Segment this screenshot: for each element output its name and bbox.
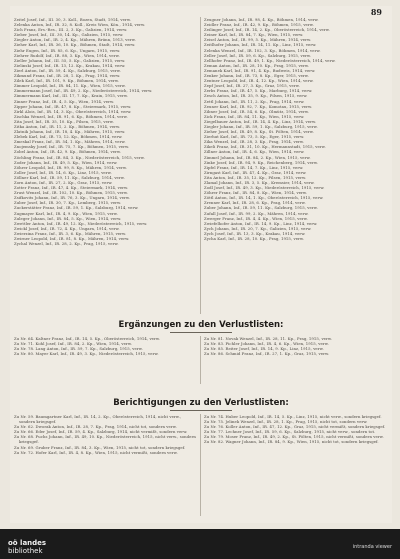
library-logo[interactable] bbox=[8, 539, 46, 555]
list-entry: Zinke Josef, Inf., IR. 94, 9. Kp., Reichenberg, 1914, verw. bbox=[204, 159, 319, 165]
list-entry: Zu Nr. 77. Lechner Josef, Inf., IR. 59, 6. Kp., Salzburg, 1915, nicht verw., sondern tot. bbox=[204, 429, 376, 435]
additions-left-column bbox=[14, 336, 196, 384]
list-entry: Zöhrer Franz, Inf., IR. 84, 8. Kp., Wien, 1914, verw. bbox=[204, 190, 308, 196]
list-entry: Zu Nr. 81. Novak Wenzel, Inf., IR. 28, 11. Kp., Prag, 1915, verw. bbox=[204, 336, 333, 341]
list-entry: Zu Nr. 62. Dworak Anton, Inf., IR. 28, 7. Kp., Prag, 1914, nicht tot, sondern verw. bbox=[14, 424, 177, 430]
list-entry: Zu Nr. 74. Huber Leopold, Inf., IR. 14, 5. Kp., Linz, 1915, nicht verw., sondern kriegsgef. bbox=[204, 414, 382, 419]
list-entry: Ziegler Johann, Inf., IR. 59, 1. Kp., Salzburg, 1915, verw. bbox=[204, 123, 318, 129]
list-entry: Zita Josef, Inf., IR. 35, 10. Kp., Pilsen, 1915, verw. bbox=[14, 118, 114, 124]
list-entry: Zrenner Karl, Inf., IR. 28, 6. Kp., Prag, 1914, verw. bbox=[204, 200, 306, 206]
list-entry: Zick Franz, Inf., IR. 84, 11. Kp., Wien, 1915, verw. bbox=[204, 113, 305, 119]
list-entry: Zibner Josef, Inf., IR. 54, 6. Kp., Olmütz, 1914, verw. bbox=[204, 108, 310, 114]
list-entry: Zu Nr. 72. Hofer Karl, Inf., IR. 4, 8. Kp., Wien, 1915, nicht vermißt, sondern verw. bbox=[14, 449, 178, 455]
list-entry: Zöchling Franz, Inf., IR. 84, 3. Kp., Niederösterreich, 1915, verw. bbox=[14, 154, 145, 160]
list-entry: Zu Nr. 66. Eder Josef, Inf., IR. 59, 4. Kp., Salzburg, 1914, nicht vermißt, sondern verw. bbox=[14, 429, 188, 435]
list-entry: Zufall Josef, Inf., IR. 99, 2. Kp., Mähren, 1914, verw. bbox=[204, 210, 309, 216]
list-entry: Zöhrer Leopold, Inf., IR. 99, 8. Kp., Mähren, 1914, verw. bbox=[14, 164, 127, 170]
list-entry: Zychal Wenzel, Inf., IR. 28, 2. Kp., Prag, 1915, verw. bbox=[14, 241, 119, 247]
list-entry: Zikeli Franz, Inf., IR. 31, 10. Kp., Hermannstadt, 1915, verw. bbox=[204, 144, 326, 150]
viewer-label[interactable]: intranda viewer bbox=[352, 544, 392, 550]
list-entry: Zesch Anton, Inf., IR. 35, 9. Kp., Pilsen, 1915, verw. bbox=[204, 93, 308, 99]
list-entry: Zych Johann, Inf., IR. 20, 7. Kp., Galizien, 1915, verw. bbox=[204, 225, 312, 231]
list-entry: Zita Anton, Inf., IR. 35, 12. Kp., Pilsen, 1915, verw. bbox=[204, 174, 307, 180]
list-entry: Zeugner Johann, Inf., IR. 98, 4. Kp., Böhmen, 1914, verw. bbox=[204, 17, 319, 22]
column-divider bbox=[200, 336, 201, 384]
list-entry: Zimmel Johann, Inf., IR. 84, 2. Kp., Wien, 1915, verw. bbox=[204, 154, 311, 160]
list-entry: Zieller Johann, Inf., III. 55, 5. Kp., Galizien, 1915, verw. bbox=[14, 57, 126, 63]
list-entry: Zu Nr. 68. Fuchs Johann, Inf., IR. 49, 10. Kp., Niederösterreich, 1915, nicht verw., sondern kriegsgef. bbox=[14, 434, 196, 445]
list-entry: Zelenka Anton, Inf., IR. 32, 8. Koll., Kreis Wien, Kön., 1914, verw. bbox=[14, 22, 146, 28]
list-entry: Zeisel Anton, Inf., IR. 99, 5. Kp., Mähren, 1914, verw. bbox=[204, 37, 312, 43]
list-entry: Zipfel Franz, Inf., IR. 14, 7. Kp., Linz, 1915, verw. bbox=[204, 164, 304, 170]
list-entry: Zipper Johann, Inf., IR. 47, 8. Kp., Steiermark, 1915, verw. bbox=[14, 103, 132, 109]
list-entry: Zu Nr. 80. Mayer Karl, Inf., IR. 49, 3. Kp., Niederösterreich, 1915, verw. bbox=[14, 351, 159, 357]
list-entry: Zepf Josef, Inf., IR. 27, 3. Kp., Graz, 1915, verw. bbox=[204, 83, 300, 89]
list-entry: Znojemsky Josef, Inf., IR. 75, 7. Kp., Böhmen, 1915, verw. bbox=[14, 144, 130, 150]
list-entry: Zettl Johann, Inf., IR. 11, 2. Kp., Prag, 1914, verw. bbox=[204, 98, 305, 104]
list-entry: Zu Nr. 83. Pichler Johann, Inf., IR. 4, 6. Kp., Wien, 1915, verw. bbox=[204, 341, 329, 347]
corrections-left-column bbox=[14, 414, 196, 516]
list-entry: Zu Nr. 85. Reiter Josef, Inf., IR. 14, 9. Kp., Linz, 1915, verw. bbox=[204, 346, 324, 352]
list-entry: Zych Josef, Inf., IR. 13, 3. Kp., Krakau, 1914, verw. bbox=[204, 230, 306, 236]
section-title-corrections: Berichtigungen zu den Verlustlisten: bbox=[113, 398, 289, 408]
list-entry: Zirkl Alois, Inf., IR. 14, 3. Kp., Oberösterreich, 1914, verw. bbox=[14, 108, 132, 114]
list-entry: Zlatnik Johann, Inf., IR. 18, 4. Kp., Mähren, 1915, verw. bbox=[14, 129, 126, 135]
list-entry: Zuber Johann, Inf., IR. 59, 11. Kp., Salzburg, 1915, verw. bbox=[204, 205, 318, 211]
list-entry: Zlebek Karl, Inf., IR. 73, 12. Kp., Böhmen, 1914, verw. bbox=[14, 134, 123, 140]
list-entry: Zlamal Johann, Inf., IR. 3, 5. Kp., Kremsier, 1914, verw. bbox=[204, 180, 315, 185]
list-entry: Zeitlhofer Johann, Inf., IR. 14, 11. Kp., Linz, 1915, verw. bbox=[204, 42, 317, 48]
list-entry: Zimmermann Josef, Inf., IR. 49, 2. Kp., Niederösterreich, 1914, verw. bbox=[14, 88, 153, 94]
section-title-additions: Ergänzungen zu den Verlustlisten: bbox=[118, 320, 284, 330]
list-entry: Zuckerstätter Franz, Inf., IR. 59, 1. Kp., Salzburg, 1914, verw. bbox=[14, 205, 139, 211]
list-entry: Zikmund Franz, Inf., IR. 28, 1. Kp., Prag, 1914, verw. bbox=[14, 73, 121, 79]
list-entry: Zöttl Anton, Inf., IR. 14, 1. Kp., Oberösterreich, 1915, verw. bbox=[204, 195, 324, 201]
list-entry: Zwirner Leopold, Inf., IR. 81, 8. Kp., Mähren, 1914, verw. bbox=[14, 236, 130, 242]
list-entry: Zellhofer Franz, Inf., IR. 49, 1. Kp., Niederösterreich, 1914, verw. bbox=[204, 57, 336, 63]
list-entry: Zuleger Johann, Inf., IR. 84, 5. Kp., Wien, 1914, verw. bbox=[14, 215, 122, 221]
list-entry: Zenker Johann, Inf., IR. 73, 8. Kp., Eger, 1915, verw. bbox=[204, 73, 309, 79]
list-entry: Zu Nr. 82. Wagner Johann, Inf., IR. 84, 9. Kp., Wien, 1915, nicht tot, sondern kriegsgef. bbox=[204, 439, 379, 445]
list-entry: Zodl Josef, Inf., IR. 49, 3. Kp., Niederösterreich, 1915, verw. bbox=[204, 185, 325, 191]
list-entry: Ziehrer Rudolf, Inf., IR. 88, 3. Kp., Wien, 1914, verw. bbox=[14, 52, 120, 58]
column-divider bbox=[200, 414, 201, 516]
list-entry: Zentner Leopold, Inf., IR. 4, 12. Kp., Wien, 1914, verw. bbox=[204, 78, 314, 84]
list-entry: Zwiefelhofer Anton, Inf., IR. 14, 9. Kp., Linz, 1914, verw. bbox=[204, 220, 318, 226]
corrections-columns bbox=[14, 414, 388, 516]
list-entry: Zwickl Josef, Inf., IR. 72, 4. Kp., Ungarn, 1914, verw. bbox=[14, 225, 120, 231]
document-page bbox=[10, 6, 392, 523]
list-entry: Zu Nr. 75. Jelinek Wenzel, Inf., IR. 28, 1. Kp., Prag, 1915, nicht tot, sondern verw. bbox=[204, 419, 368, 425]
list-entry: Zischka Wenzel, Inf., IR. 91, 6. Kp., Böhmen, 1914, verw. bbox=[14, 113, 128, 119]
list-entry: Zu Nr. 59. Baumgartner Karl, Inf., IR. 14, 2. Kp., Oberösterreich, 1914, nicht verw., sondern kriegsgef. bbox=[14, 414, 182, 425]
main-columns bbox=[14, 17, 388, 314]
list-entry: Zeller Josef, Inf., IR. 59, 6. Kp., Salzburg, 1915, verw. bbox=[204, 52, 312, 58]
list-entry: Zielinski Josef, Inf., IR. 13, 12. Kp., Krakau, 1914, verw. bbox=[14, 62, 126, 68]
list-entry: Zieber Josef, Inf., III. 30, 14. Kp., Galizien, 1915, verw. bbox=[14, 32, 124, 38]
list-entry: Zilek Karl, Inf., IR. 101, 9. Kp., Böhmen, 1914, verw. bbox=[14, 78, 119, 84]
list-entry: Zotter Franz, Inf., IR. 47, 4. Kp., Steiermark, 1914, verw. bbox=[14, 185, 129, 191]
list-entry: Zu Nr. 78. Lang Anton, Inf., IR. 59, 7. Kp., Salzburg, 1915, verw. bbox=[14, 346, 143, 352]
list-entry: Zich Franz, Ers.-Res., III. 2, 3. Kp., Galizien, 1914, verw. bbox=[14, 27, 128, 33]
list-entry: Zmeskal Franz, Inf., IR. 54, 1. Kp., Mähren, 1914, verw. bbox=[14, 139, 126, 145]
list-entry: Zoder Johann, Inf., IR. 49, 5. Kp., Wien, 1914, verw. bbox=[14, 159, 118, 165]
viewer-footer bbox=[0, 529, 400, 559]
list-entry: Zerbs Franz, Inf., IR. 47, 5. Kp., Marburg, 1914, verw. bbox=[204, 88, 313, 94]
list-entry: Zrust Wenzel, Inf., IR. 102, 10. Kp., Böhmen, 1915, verw. bbox=[14, 190, 128, 196]
list-entry: Zorn Anton, Inf., IR. 27, 2. Kp., Graz, 1915, verw. bbox=[14, 180, 113, 185]
list-entry: Zobel Anton, Inf., IR. 42, 9. Kp., Böhmen, 1914, verw. bbox=[14, 149, 122, 155]
logo-line-2: bibliothek bbox=[8, 547, 43, 555]
logo-line-1: oö landes bbox=[8, 539, 47, 547]
list-entry: Zu Nr. 69. Gruber Franz, Inf., IR. 84, 3. Kp., Wien, 1915, nicht tot, sondern kriegsgef. bbox=[14, 444, 186, 450]
list-entry: Zillner Anton, Inf., IR. 4, 6. Kp., Wien, 1914, verw. bbox=[204, 149, 305, 155]
list-entry: Zimmermann Karl, Inf., III. 17, 7. Kp., Krain, 1915, verw. bbox=[14, 93, 129, 99]
list-entry: Zeuner Karl, Inf., IR. 92, 7. Kp., Komotau, 1915, verw. bbox=[204, 103, 313, 109]
additions-right-column bbox=[204, 336, 386, 384]
list-entry: Zemanek Karl, Inf., IR. 91, 4. Kp., Budweis, 1914, verw. bbox=[204, 67, 316, 73]
list-entry: Zugmayer Karl, Inf., IR. 4, 9. Kp., Wien, 1915, verw. bbox=[14, 210, 118, 216]
list-entry: Zsifkovits Johann, Inf., IR. 76, 3. Kp., Ungarn, 1914, verw. bbox=[14, 195, 131, 201]
list-entry: Zimmer Leopold, Inf., IR. 84, 11. Kp., Wien, 1915, verw. bbox=[14, 83, 126, 89]
list-entry: Zoller Josef, Inf., IR. 14, 6. Kp., Linz, 1915, verw. bbox=[14, 169, 112, 175]
list-entry: Zeitel Josef, Inf., III. 30, 3. Koll., Bozen, Stadt, 1914, verw. bbox=[14, 17, 131, 22]
list-entry: Zwierzina Franz, Inf., IR. 3, 6. Kp., Mähren, 1915, verw. bbox=[14, 230, 127, 236]
list-entry: Zu Nr. 86. Schmid Franz, Inf., IR. 27, 1. Kp., Graz, 1915, verw. bbox=[204, 351, 330, 357]
list-entry: Zika Wenzel, Inf., IR. 28, 3. Kp., Prag, 1914, verw. bbox=[204, 139, 305, 145]
list-entry: Zu Nr. 79. Moser Franz, Inf., IR. 49, 2. Kp., St. Pölten, 1915, nicht vermißt, sondern verw. bbox=[204, 434, 384, 440]
list-entry: Zu Nr. 76. Koller Anton, Inf., IR. 47, 12. Kp., Graz, 1915, nicht vermißt, sondern kriegsgef. bbox=[204, 424, 386, 430]
list-entry: Zelenka Wenzel, Inf., IR. 102, 3. Kp., Böhmen, 1914, verw. bbox=[204, 47, 321, 53]
list-entry: Zitka Anton, Inf., IR. 11, 2. Kp., Böhmen, 1914, verw. bbox=[14, 123, 121, 129]
left-column bbox=[14, 17, 196, 314]
list-entry: Zeilinger Josef, Inf., IR. 14, 2. Kp., Oberösterreich, 1914, verw. bbox=[204, 27, 330, 33]
additions-columns bbox=[14, 336, 388, 384]
right-column bbox=[204, 17, 386, 314]
list-entry: Zinner Franz, Inf., IR. 4, 5. Kp., Wien, 1914, verw. bbox=[14, 98, 115, 104]
list-entry: Zu Nr. 64. Kaltner Franz, Inf., IR. 14, 5. Kp., Oberösterreich, 1914, verw. bbox=[14, 336, 161, 341]
corrections-right-column bbox=[204, 414, 386, 516]
list-entry: Zeidler Franz, Inf., IR. 42, 9. Kp., Böhmen, 1915, verw. bbox=[204, 22, 314, 28]
list-entry: Ziehr Eugen, Inf., IR. 85, 6. Kp., Ungarn, 1915, verw. bbox=[14, 47, 121, 53]
list-entry: Zirngast Karl, Inf., IR. 47, 4. Kp., Graz, 1914, verw. bbox=[204, 169, 307, 175]
list-entry: Zeman Anton, Inf., IR. 28, 10. Kp., Prag, 1915, verw. bbox=[204, 62, 310, 68]
list-entry: Zwettler Anton, Inf., IR. 49, 12. Kp., Niederösterreich, 1915, verw. bbox=[14, 220, 148, 226]
section-rule bbox=[170, 332, 232, 333]
list-entry: Zöllner Karl, Inf., IR. 59, 11. Kp., Salzburg, 1914, verw. bbox=[14, 174, 125, 180]
list-entry: Zu Nr. 71. Kohl Josef, Inf., IR. 84, 2. Kp., Wien, 1914, verw. bbox=[14, 341, 132, 347]
list-entry: Ziegelbauer Anton, Inf., IR. 14, 4. Kp., Linz, 1914, verw. bbox=[204, 118, 317, 124]
list-entry: Zieher Karl, Inf., IR. 36, 10. Kp., Böhmen, Stadt, 1914, verw. bbox=[14, 42, 136, 48]
section-rule bbox=[170, 410, 232, 411]
list-entry: Zeiner Karl, Inf., IR. 84, 7. Kp., Wien, 1915, verw. bbox=[204, 32, 304, 38]
list-entry: Zuber Josef, Inf., IR. 30, 7. Kp., Lemberg, 1915, verw. bbox=[14, 200, 122, 206]
list-entry: Zierl Anton, Inf., IR. 59, 4. Kp., Salzburg, 1915, verw. bbox=[14, 67, 121, 73]
list-entry: Zieher Josef, Inf., IR. 49, 8. Kp., St. Pölten, 1914, verw. bbox=[204, 129, 314, 135]
column-divider bbox=[200, 17, 201, 314]
list-entry: Zierhut Karl, Inf., IR. 73, 5. Kp., Eger, 1915, verw. bbox=[204, 134, 305, 140]
page-number: 89 bbox=[370, 7, 382, 17]
list-entry: Zycha Karl, Inf., IR. 28, 10. Kp., Prag, 1915, verw. bbox=[204, 236, 305, 242]
list-entry: Zwerger Franz, Inf., IR. 4, 4. Kp., Wien, 1915, verw. bbox=[204, 215, 308, 221]
list-entry: Ziegler Anton, Inf., IR. 2, 4. Kp., Mähren, Brünn, 1913, verw. bbox=[14, 37, 136, 43]
